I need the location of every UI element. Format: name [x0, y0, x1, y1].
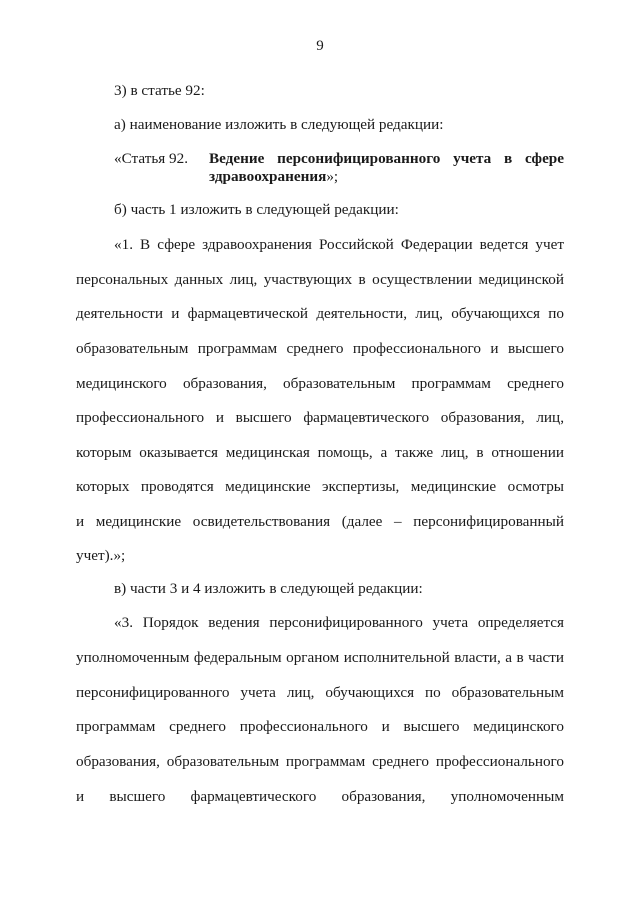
part3-line: «3. Порядок ведения персонифицированного учета определяется [114, 614, 564, 631]
page-number: 9 [316, 38, 324, 54]
article-label: «Статья 92. [114, 150, 189, 167]
article-title-line-2 [209, 168, 338, 186]
part1-line: «1. В сфере здравоохранения Российской Федерации ведется учет [114, 236, 564, 253]
part3-line: и высшего фармацевтического образования, уполномоченным [76, 788, 564, 805]
article-title-tail: »; [326, 168, 339, 185]
part3-line: программам среднего профессионального и высшего медицинского [76, 718, 564, 735]
part1-line: персональных данных лиц, участвующих в осуществлении медицинской [76, 271, 564, 288]
item-3: 3) в статье 92: [114, 82, 205, 99]
part1-line: деятельности и фармацевтической деятельности, лиц, обучающихся по [76, 305, 564, 322]
part3-line: уполномоченным федеральным органом исполнительной власти, а в части [76, 649, 564, 666]
part1-line: образовательным программам среднего профессионального и высшего [76, 340, 564, 357]
item-a: а) наименование изложить в следующей редакции: [114, 116, 444, 133]
part1-line: учет).»; [76, 547, 126, 564]
item-b: б) часть 1 изложить в следующей редакции: [114, 201, 399, 218]
part1-line: и медицинские освидетельствования (далее – персонифицированный [76, 513, 564, 530]
part3-line: образования, образовательным программам среднего профессионального [76, 753, 564, 770]
part1-line: которых проводятся медицинские экспертизы, медицинские осмотры [76, 478, 564, 495]
part1-line: которым оказывается медицинская помощь, а также лиц, в отношении [76, 444, 564, 461]
article-title-line-1: Ведение персонифицированного учета в сфере [209, 150, 564, 167]
article-title-bold: здравоохранения [209, 168, 327, 185]
part3-line: персонифицированного учета лиц, обучающихся по образовательным [76, 684, 564, 701]
part1-line: профессионального и высшего фармацевтического образования, лиц, [76, 409, 564, 426]
item-v: в) части 3 и 4 изложить в следующей редакции: [114, 580, 423, 597]
part1-line: медицинского образования, образовательным программам среднего [76, 375, 564, 392]
